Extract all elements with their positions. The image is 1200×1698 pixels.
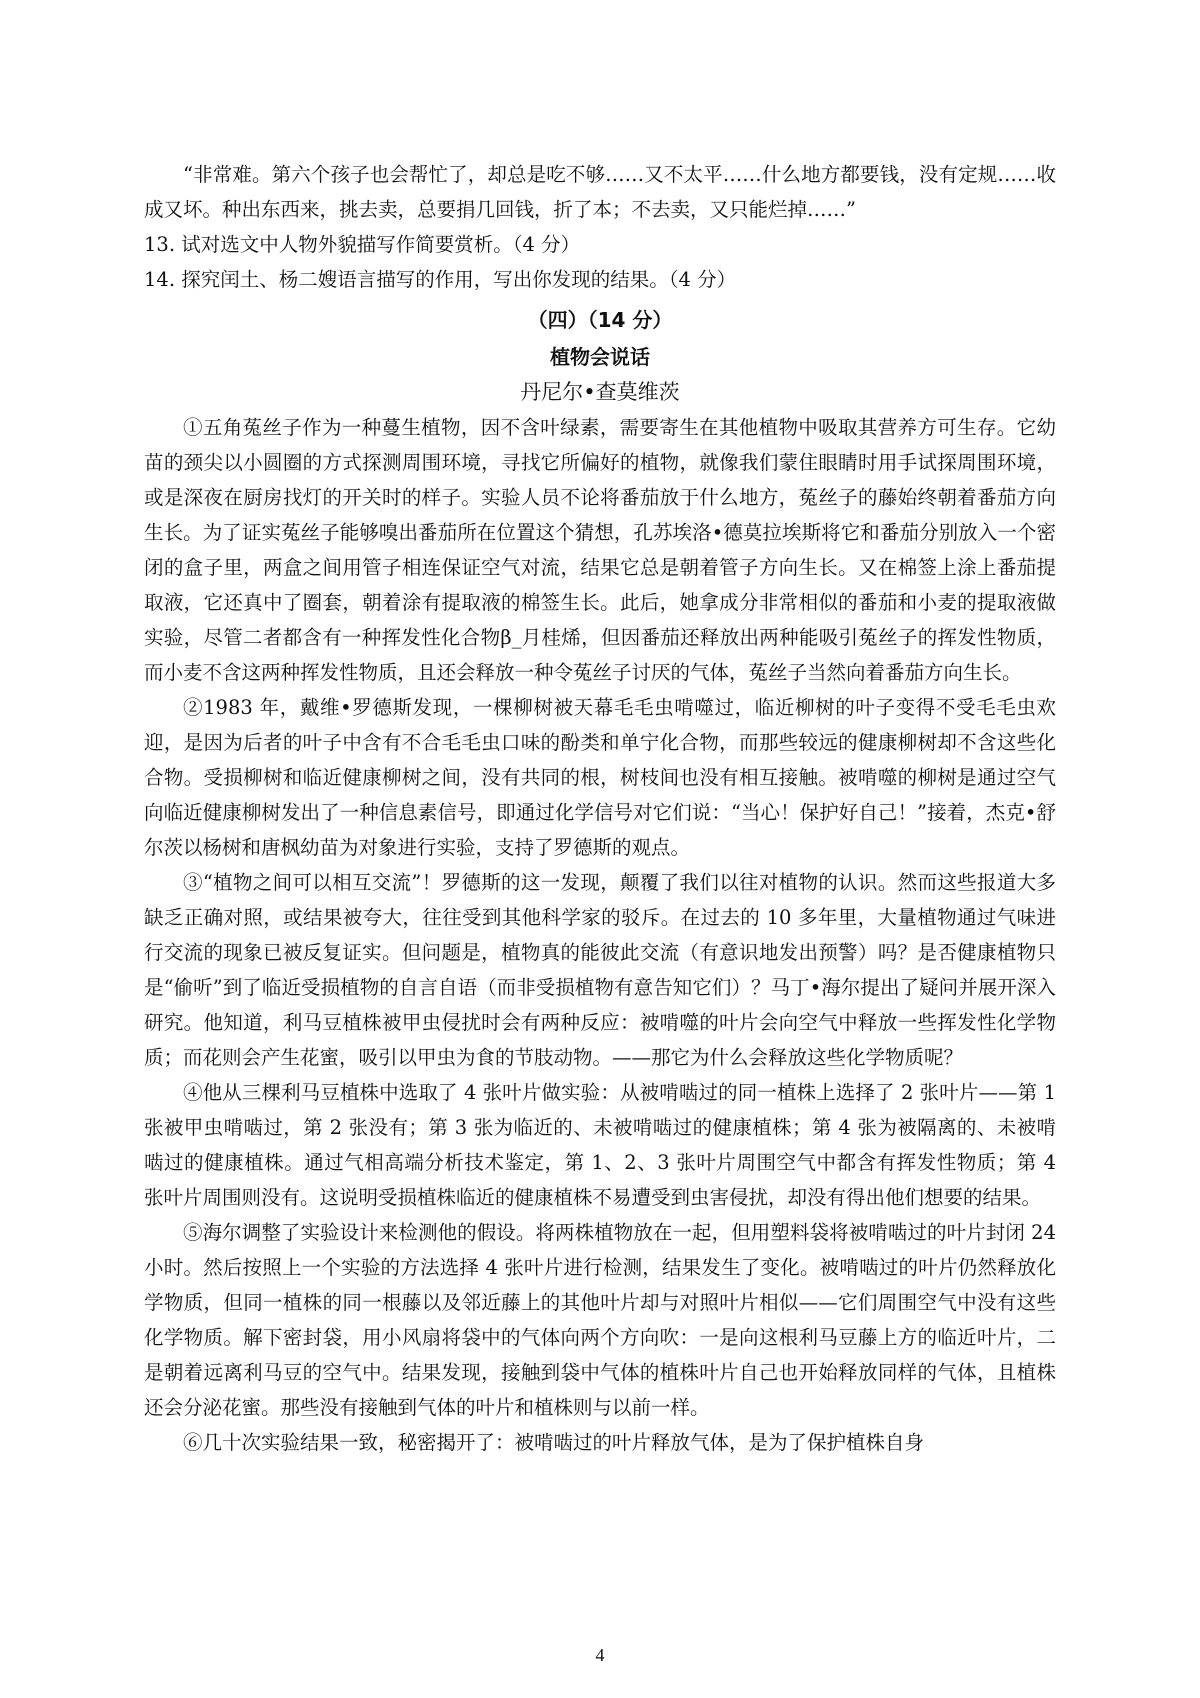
document-body [144,157,1056,1460]
section-heading: （四）（14 分） [527,308,673,332]
paragraph-1: ①五角菟丝子作为一种蔓生植物，因不含叶绿素，需要寄生在其他植物中吸取其营养方可生存。它幼苗的颈尖以小圆圈的方式探测周围环境，寻找它所偏好的植物，就像我们蒙住眼睛时用手试探周围环境，或是深夜在厨房找灯的开关时的样子。实验人员不论将番茄放于什么地方，菟丝子的藤始终朝着番茄方向生长。为了证实菟丝子能够嗅出番茄所在位置这个猜想，孔苏埃洛•德莫拉埃斯将它和番茄分别放入一个密闭的盒子里，两盒之间用管子相连保证空气对流，结果它总是朝着管子方向生长。又在棉签上涂上番茄提取液，它还真中了圈套，朝着涂有提取液的棉签生长。此后，她拿成分非常相似的番茄和小麦的提取液做实验，尽管二者都含有一种挥发性化合物β_月桂烯，但因番茄还释放出两种能吸引菟丝子的挥发性物质，而小麦不含这两种挥发性物质，且还会释放一种令菟丝子讨厌的气体，菟丝子当然向着番茄方向生长。 [144,416,1056,684]
paragraph-5: ⑤海尔调整了实验设计来检测他的假设。将两株植物放在一起，但用塑料袋将被啃啮过的叶片封闭 24 小时。然后按照上一个实验的方法选择 4 张叶片进行检测，结果发生了变化。被啃啮过的叶片仍然释放化学物质，但同一植株的同一根藤以及邻近藤上的其他叶片却与对照叶片相似——它们周围空气中没有这些化学物质。解下密封袋，用小风扇将袋中的气体向两个方向吹：一是向这根利马豆藤上方的临近叶片，二是朝着远离利马豆的空气中。结果发现，接触到袋中气体的植株叶片自己也开始释放同样的气体，且植株还会分泌花蜜。那些没有接触到气体的叶片和植株则与以前一样。 [144,1221,1056,1419]
paragraph-6: ⑥几十次实验结果一致，秘密揭开了：被啃啮过的叶片释放气体，是为了保护植株自身 [183,1431,925,1454]
quote-paragraph: “非常难。第六个孩子也会帮忙了，却总是吃不够……又不太平……什么地方都要钱，没有定规……收成又坏。种出东西来，挑去卖，总要捐几回钱，折了本；不去卖，又只能烂掉……” [144,163,1056,221]
paragraph-2: ②1983 年，戴维•罗德斯发现，一棵柳树被天幕毛毛虫啃噬过，临近柳树的叶子变得不受毛毛虫欢迎，是因为后者的叶子中含有不合毛毛虫口味的酚类和单宁化合物，而那些较远的健康柳树却不含这些化合物。受损柳树和临近健康柳树之间，没有共同的根，树枝间也没有相互接触。被啃噬的柳树是通过空气向临近健康柳树发出了一种信息素信号，即通过化学信号对它们说：“当心！保护好自己！”接着，杰克•舒尔茨以杨树和唐枫幼苗为对象进行实验，支持了罗德斯的观点。 [144,696,1056,859]
question-14: 14. 探究闰土、杨二嫂语言描写的作用，写出你发现的结果。（4 分） [144,268,737,291]
article-title: 植物会说话 [550,345,650,369]
page-number: 4 [595,1645,605,1665]
question-13: 13. 试对选文中人物外貌描写作简要赏析。（4 分） [144,233,581,256]
article-author: 丹尼尔•查莫维茨 [520,380,680,404]
paragraph-4: ④他从三棵利马豆植株中选取了 4 张叶片做实验：从被啃啮过的同一植株上选择了 2 张叶片——第 1 张被甲虫啃啮过，第 2 张没有；第 3 张为临近的、未被啃啮过的健康植株；第 4 张为被隔离的、未被啃啮过的健康植株。通过气相高端分析技术鉴定，第 1、2、3 张叶片周围空气中都含有挥发性物质；第 4 张叶片周围则没有。这说明受损植株临近的健康植株不易遭受到虫害侵扰，却没有得出他们想要的结果。 [144,1081,1056,1209]
paragraph-3: ③“植物之间可以相互交流”！罗德斯的这一发现，颠覆了我们以往对植物的认识。然而这些报道大多缺乏正确对照，或结果被夸大，往往受到其他科学家的驳斥。在过去的 10 多年里，大量植物通过气味进行交流的现象已被反复证实。但问题是，植物真的能彼此交流（有意识地发出预警）吗？是否健康植物只是“偷听”到了临近受损植物的自言自语（而非受损植物有意告知它们）？马丁•海尔提出了疑问并展开深入研究。他知道，利马豆植株被甲虫侵扰时会有两种反应：被啃噬的叶片会向空气中释放一些挥发性化学物质；而花则会产生花蜜，吸引以甲虫为食的节肢动物。——那它为什么会释放这些化学物质呢？ [144,871,1056,1069]
